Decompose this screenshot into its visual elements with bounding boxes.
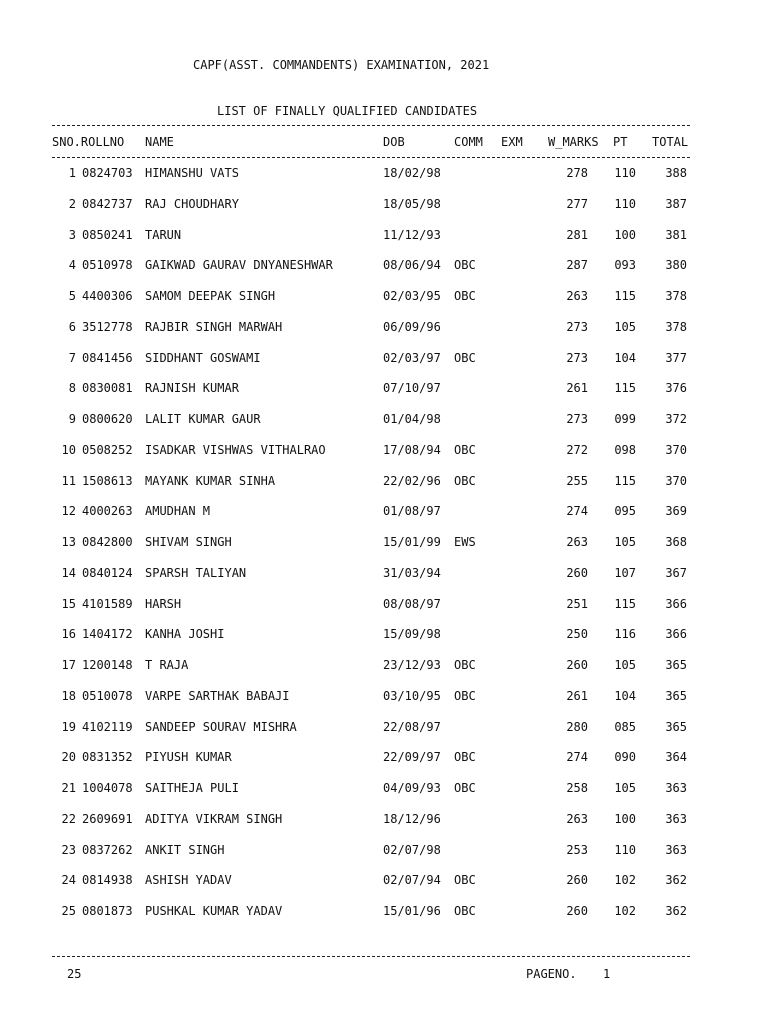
dashed-rule-bottom — [52, 956, 690, 957]
row-dob: 04/09/93 — [383, 781, 441, 795]
row-comm: OBC — [454, 688, 476, 703]
row-w-marks: 281 — [566, 227, 588, 242]
row-sno: 3 — [68, 227, 76, 242]
row-total: 363 — [665, 781, 687, 795]
row-comm: OBC — [454, 904, 476, 918]
row-name: RAJBIR SINGH MARWAH — [145, 319, 283, 334]
row-w-marks: 253 — [566, 842, 588, 857]
table-row — [0, 258, 768, 272]
row-sno: 17 — [61, 658, 76, 672]
row-w-marks: 272 — [566, 442, 588, 457]
row-rollno: 0830081 — [82, 381, 133, 396]
row-w-marks: 277 — [566, 196, 588, 211]
dashed-rule-top — [52, 125, 690, 126]
row-total: 380 — [665, 258, 687, 273]
table-row — [0, 689, 768, 703]
row-name: TARUN — [145, 227, 182, 242]
row-w-marks: 263 — [566, 535, 588, 549]
row-w-marks: 261 — [566, 381, 588, 396]
row-comm: OBC — [454, 781, 476, 795]
row-w-marks: 261 — [566, 688, 588, 703]
row-dob: 15/01/99 — [383, 535, 441, 549]
header-pt: PT — [613, 135, 628, 149]
row-dob: 31/03/94 — [383, 565, 441, 580]
row-total: 365 — [665, 658, 687, 672]
table-header — [0, 135, 768, 149]
row-sno: 25 — [61, 904, 76, 918]
row-total: 367 — [665, 565, 687, 580]
row-dob: 01/04/98 — [383, 412, 441, 426]
row-sno: 7 — [68, 350, 76, 365]
row-total: 365 — [665, 719, 687, 734]
row-sno: 11 — [61, 473, 76, 488]
row-pt: 115 — [614, 289, 636, 303]
row-pt: 085 — [614, 719, 636, 734]
header-w-marks: W_MARKS — [548, 135, 599, 149]
row-comm: OBC — [454, 750, 476, 765]
row-total: 387 — [665, 196, 687, 211]
row-w-marks: 260 — [566, 658, 588, 672]
row-rollno: 0801873 — [82, 904, 133, 918]
row-pt: 116 — [614, 627, 636, 642]
row-dob: 02/03/95 — [383, 289, 441, 303]
row-w-marks: 278 — [566, 166, 588, 180]
header-name: NAME — [145, 135, 174, 149]
table-row — [0, 166, 768, 180]
row-sno: 4 — [68, 258, 76, 273]
row-w-marks: 274 — [566, 504, 588, 519]
row-total: 363 — [665, 811, 687, 826]
row-name: RAJNISH KUMAR — [145, 381, 239, 396]
row-rollno: 0842800 — [82, 535, 133, 549]
row-name: SPARSH TALIYAN — [145, 565, 247, 580]
row-sno: 24 — [61, 873, 76, 888]
row-w-marks: 274 — [566, 750, 588, 765]
row-comm: OBC — [454, 442, 476, 457]
row-comm: OBC — [454, 350, 476, 365]
row-pt: 090 — [614, 750, 636, 765]
row-pt: 105 — [614, 535, 636, 549]
row-w-marks: 263 — [566, 811, 588, 826]
row-w-marks: 273 — [566, 319, 588, 334]
row-comm: OBC — [454, 873, 476, 888]
row-name: ISADKAR VISHWAS VITHALRAO — [145, 442, 326, 457]
header-sno-rollno: SNO.ROLLNO — [52, 135, 125, 149]
row-w-marks: 250 — [566, 627, 588, 642]
row-w-marks: 260 — [566, 873, 588, 888]
row-dob: 22/09/97 — [383, 750, 441, 765]
row-sno: 8 — [68, 381, 76, 396]
row-pt: 115 — [614, 473, 636, 488]
table-row — [0, 597, 768, 611]
row-sno: 6 — [68, 319, 76, 334]
row-pt: 100 — [614, 811, 636, 826]
row-sno: 1 — [68, 166, 76, 180]
row-name: KANHA JOSHI — [145, 627, 225, 642]
document-title: CAPF(ASST. COMMANDENTS) EXAMINATION, 2021 — [193, 58, 490, 72]
row-rollno: 1508613 — [82, 473, 133, 488]
row-w-marks: 260 — [566, 904, 588, 918]
table-row — [0, 566, 768, 580]
row-sno: 14 — [61, 565, 76, 580]
row-name: PUSHKAL KUMAR YADAV — [145, 904, 283, 918]
row-dob: 22/02/96 — [383, 473, 441, 488]
table-row — [0, 504, 768, 518]
row-dob: 08/08/97 — [383, 596, 441, 611]
table-row — [0, 812, 768, 826]
row-rollno: 0814938 — [82, 873, 133, 888]
row-rollno: 0842737 — [82, 196, 133, 211]
row-w-marks: 251 — [566, 596, 588, 611]
row-total: 362 — [665, 873, 687, 888]
row-rollno: 3512778 — [82, 319, 133, 334]
row-total: 368 — [665, 535, 687, 549]
table-row — [0, 873, 768, 887]
row-pt: 115 — [614, 381, 636, 396]
row-comm: OBC — [454, 473, 476, 488]
row-total: 364 — [665, 750, 687, 765]
row-pt: 110 — [614, 842, 636, 857]
row-dob: 02/07/98 — [383, 842, 441, 857]
table-row — [0, 289, 768, 303]
row-name: SHIVAM SINGH — [145, 535, 232, 549]
row-pt: 105 — [614, 781, 636, 795]
row-name: ANKIT SINGH — [145, 842, 225, 857]
row-comm: EWS — [454, 535, 476, 549]
row-dob: 18/05/98 — [383, 196, 441, 211]
row-dob: 07/10/97 — [383, 381, 441, 396]
row-rollno: 4000263 — [82, 504, 133, 519]
row-dob: 22/08/97 — [383, 719, 441, 734]
row-sno: 9 — [68, 412, 76, 426]
row-w-marks: 280 — [566, 719, 588, 734]
row-dob: 18/02/98 — [383, 166, 441, 180]
row-dob: 17/08/94 — [383, 442, 441, 457]
row-sno: 21 — [61, 781, 76, 795]
row-total: 372 — [665, 412, 687, 426]
row-dob: 15/09/98 — [383, 627, 441, 642]
table-row — [0, 412, 768, 426]
row-total: 388 — [665, 166, 687, 180]
row-rollno: 0510978 — [82, 258, 133, 273]
row-name: PIYUSH KUMAR — [145, 750, 232, 765]
table-row — [0, 627, 768, 641]
row-sno: 2 — [68, 196, 76, 211]
row-w-marks: 260 — [566, 565, 588, 580]
row-name: VARPE SARTHAK BABAJI — [145, 688, 290, 703]
row-rollno: 1004078 — [82, 781, 133, 795]
table-row — [0, 443, 768, 457]
row-total: 370 — [665, 473, 687, 488]
row-total: 362 — [665, 904, 687, 918]
table-row — [0, 381, 768, 395]
row-total: 377 — [665, 350, 687, 365]
table-row — [0, 351, 768, 365]
table-row — [0, 781, 768, 795]
row-dob: 23/12/93 — [383, 658, 441, 672]
table-row — [0, 843, 768, 857]
row-dob: 03/10/95 — [383, 688, 441, 703]
row-rollno: 4102119 — [82, 719, 133, 734]
row-pt: 105 — [614, 658, 636, 672]
table-row — [0, 904, 768, 918]
row-name: LALIT KUMAR GAUR — [145, 412, 261, 426]
row-w-marks: 263 — [566, 289, 588, 303]
row-rollno: 0510078 — [82, 688, 133, 703]
row-total: 381 — [665, 227, 687, 242]
row-comm: OBC — [454, 289, 476, 303]
row-pt: 115 — [614, 596, 636, 611]
row-sno: 13 — [61, 535, 76, 549]
row-name: HARSH — [145, 596, 182, 611]
row-pt: 104 — [614, 688, 636, 703]
row-name: HIMANSHU VATS — [145, 166, 239, 180]
row-name: MAYANK KUMAR SINHA — [145, 473, 276, 488]
row-sno: 22 — [61, 811, 76, 826]
row-dob: 18/12/96 — [383, 811, 441, 826]
dashed-rule-header — [52, 157, 690, 158]
row-name: ADITYA VIKRAM SINGH — [145, 811, 283, 826]
table-row — [0, 658, 768, 672]
row-comm: OBC — [454, 258, 476, 273]
table-row — [0, 535, 768, 549]
header-exm: EXM — [501, 135, 523, 149]
table-row — [0, 720, 768, 734]
row-rollno: 4400306 — [82, 289, 133, 303]
row-rollno: 4101589 — [82, 596, 133, 611]
row-rollno: 0841456 — [82, 350, 133, 365]
table-row — [0, 320, 768, 334]
footer-candidate-count: 25 — [67, 967, 82, 981]
row-total: 378 — [665, 319, 687, 334]
footer-page-number: 1 — [603, 967, 611, 981]
row-dob: 06/09/96 — [383, 319, 441, 334]
row-pt: 110 — [614, 166, 636, 180]
row-sno: 5 — [68, 289, 76, 303]
row-name: AMUDHAN M — [145, 504, 211, 519]
table-row — [0, 474, 768, 488]
row-total: 370 — [665, 442, 687, 457]
row-rollno: 0800620 — [82, 412, 133, 426]
row-dob: 08/06/94 — [383, 258, 441, 273]
row-pt: 104 — [614, 350, 636, 365]
row-pt: 098 — [614, 442, 636, 457]
row-sno: 10 — [61, 442, 76, 457]
header-dob: DOB — [383, 135, 405, 149]
row-dob: 02/07/94 — [383, 873, 441, 888]
row-sno: 15 — [61, 596, 76, 611]
row-pt: 095 — [614, 504, 636, 519]
row-name: RAJ CHOUDHARY — [145, 196, 239, 211]
row-total: 378 — [665, 289, 687, 303]
table-row — [0, 197, 768, 211]
row-total: 366 — [665, 596, 687, 611]
row-sno: 19 — [61, 719, 76, 734]
row-pt: 107 — [614, 565, 636, 580]
row-pt: 105 — [614, 319, 636, 334]
row-name: SIDDHANT GOSWAMI — [145, 350, 261, 365]
row-total: 363 — [665, 842, 687, 857]
header-total: TOTAL — [652, 135, 689, 149]
row-rollno: 0508252 — [82, 442, 133, 457]
table-row — [0, 228, 768, 242]
row-pt: 100 — [614, 227, 636, 242]
footer-page-label: PAGENO. — [526, 967, 577, 981]
row-rollno: 0831352 — [82, 750, 133, 765]
row-pt: 099 — [614, 412, 636, 426]
row-name: SAMOM DEEPAK SINGH — [145, 289, 276, 303]
row-name: T RAJA — [145, 658, 189, 672]
row-rollno: 1404172 — [82, 627, 133, 642]
row-total: 376 — [665, 381, 687, 396]
row-pt: 102 — [614, 904, 636, 918]
row-rollno: 1200148 — [82, 658, 133, 672]
row-pt: 093 — [614, 258, 636, 273]
row-pt: 102 — [614, 873, 636, 888]
row-rollno: 0824703 — [82, 166, 133, 180]
row-dob: 11/12/93 — [383, 227, 441, 242]
row-w-marks: 255 — [566, 473, 588, 488]
row-sno: 23 — [61, 842, 76, 857]
row-w-marks: 258 — [566, 781, 588, 795]
row-rollno: 0837262 — [82, 842, 133, 857]
row-w-marks: 287 — [566, 258, 588, 273]
row-total: 369 — [665, 504, 687, 519]
row-comm: OBC — [454, 658, 476, 672]
row-name: ASHISH YADAV — [145, 873, 232, 888]
row-sno: 16 — [61, 627, 76, 642]
row-w-marks: 273 — [566, 350, 588, 365]
row-sno: 12 — [61, 504, 76, 519]
row-name: SANDEEP SOURAV MISHRA — [145, 719, 297, 734]
row-total: 366 — [665, 627, 687, 642]
row-rollno: 0840124 — [82, 565, 133, 580]
row-rollno: 2609691 — [82, 811, 133, 826]
row-sno: 20 — [61, 750, 76, 765]
row-dob: 02/03/97 — [383, 350, 441, 365]
row-total: 365 — [665, 688, 687, 703]
row-pt: 110 — [614, 196, 636, 211]
header-comm: COMM — [454, 135, 483, 149]
table-row — [0, 750, 768, 764]
row-dob: 15/01/96 — [383, 904, 441, 918]
row-sno: 18 — [61, 688, 76, 703]
document-subtitle: LIST OF FINALLY QUALIFIED CANDIDATES — [217, 104, 478, 118]
row-rollno: 0850241 — [82, 227, 133, 242]
row-w-marks: 273 — [566, 412, 588, 426]
row-name: SAITHEJA PULI — [145, 781, 239, 795]
row-dob: 01/08/97 — [383, 504, 441, 519]
row-name: GAIKWAD GAURAV DNYANESHWAR — [145, 258, 333, 273]
